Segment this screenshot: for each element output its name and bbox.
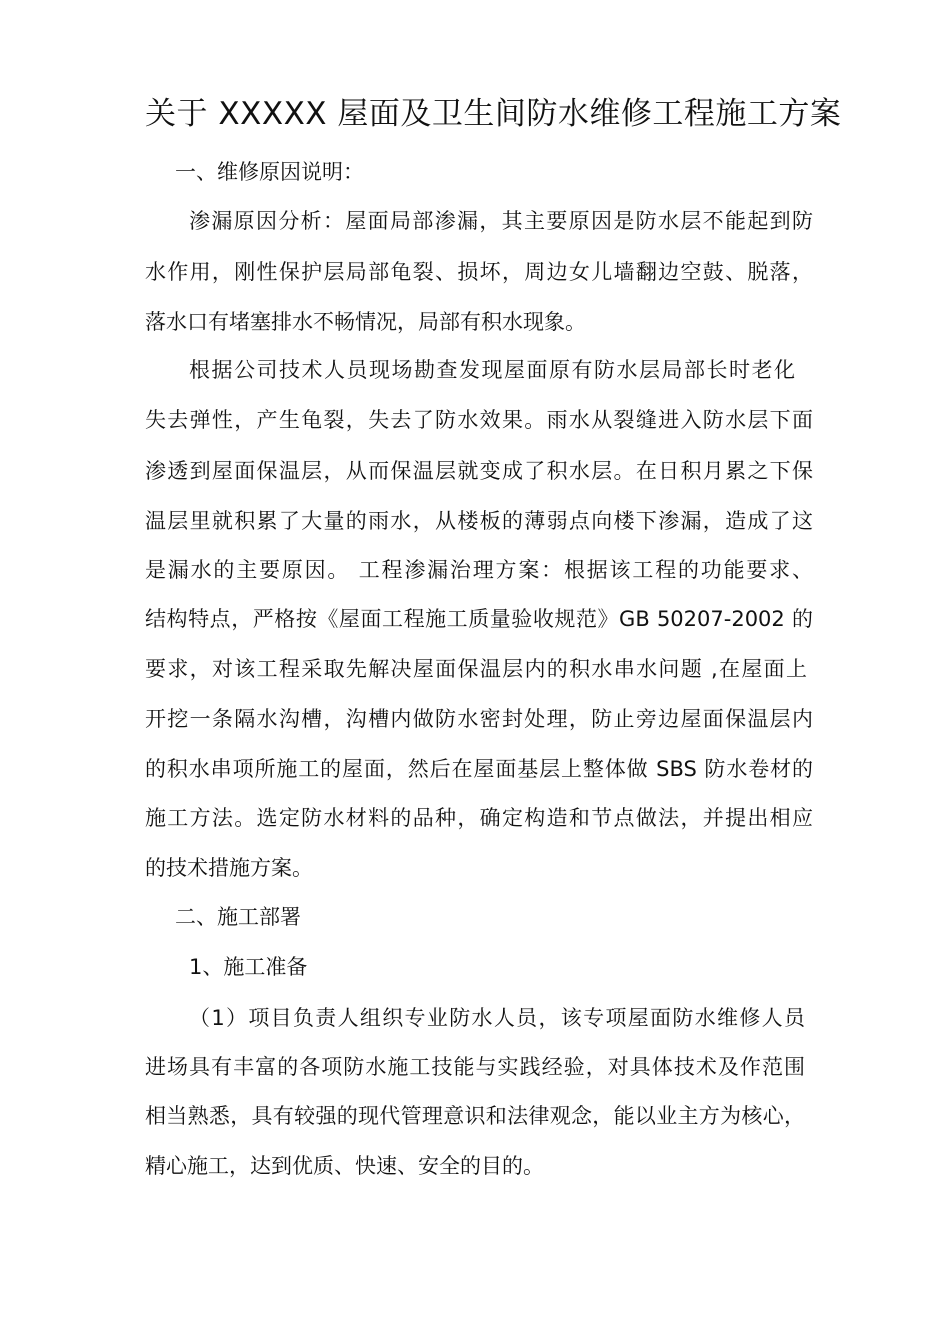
paragraph-line: 进场具有丰富的各项防水施工技能与实践经验，对具体技术及作范围 [145,1055,805,1079]
paragraph-line: 结构特点，严格按《屋面工程施工质量验收规范》GB 50207-2002 的 [145,607,813,631]
paragraph-line: 精心施工，达到优质、快速、安全的目的。 [145,1154,544,1178]
document-title: 关于 XXXXX 屋面及卫生间防水维修工程施工方案 [145,96,842,132]
paragraph-line: 的积水串项所施工的屋面，然后在屋面基层上整体做 SBS 防水卷材的 [145,757,813,781]
section-heading-1: 一、维修原因说明： [175,160,364,184]
subsection-heading-1: 1、施工准备 [189,955,308,979]
paragraph-line: 温层里就积累了大量的雨水，从楼板的薄弱点向楼下渗漏，造成了这 [145,509,813,533]
paragraph-line: 开挖一条隔水沟槽，沟槽内做防水密封处理，防止旁边屋面保温层内 [145,707,813,731]
paragraph-line: 水作用，刚性保护层局部龟裂、损坏，周边女儿墙翻边空鼓、脱落， [145,260,813,284]
paragraph-line: （1）项目负责人组织专业防水人员，该专项屋面防水维修人员 [189,1006,805,1030]
paragraph-line: 渗漏原因分析：屋面局部渗漏，其主要原因是防水层不能起到防 [189,209,813,233]
paragraph-line: 要求，对该工程采取先解决屋面保温层内的积水串水问题 ,在屋面上 [145,657,807,681]
paragraph-line: 失去弹性，产生龟裂，失去了防水效果。雨水从裂缝进入防水层下面 [145,408,813,432]
section-heading-2: 二、施工部署 [175,905,301,929]
paragraph-line: 渗透到屋面保温层，从而保温层就变成了积水层。在日积月累之下保 [145,459,813,483]
paragraph-line: 根据公司技术人员现场勘查发现屋面原有防水层局部长时老化 [189,358,795,382]
paragraph-line: 落水口有堵塞排水不畅情况，局部有积水现象。 [145,310,586,334]
paragraph-line: 施工方法。选定防水材料的品种，确定构造和节点做法，并提出相应 [145,806,813,830]
paragraph-line: 的技术措施方案。 [145,856,313,880]
paragraph-line: 是漏水的主要原因。 工程渗漏治理方案：根据该工程的功能要求、 [145,558,813,582]
paragraph-line: 相当熟悉，具有较强的现代管理意识和法律观念，能以业主方为核心， [145,1104,805,1128]
